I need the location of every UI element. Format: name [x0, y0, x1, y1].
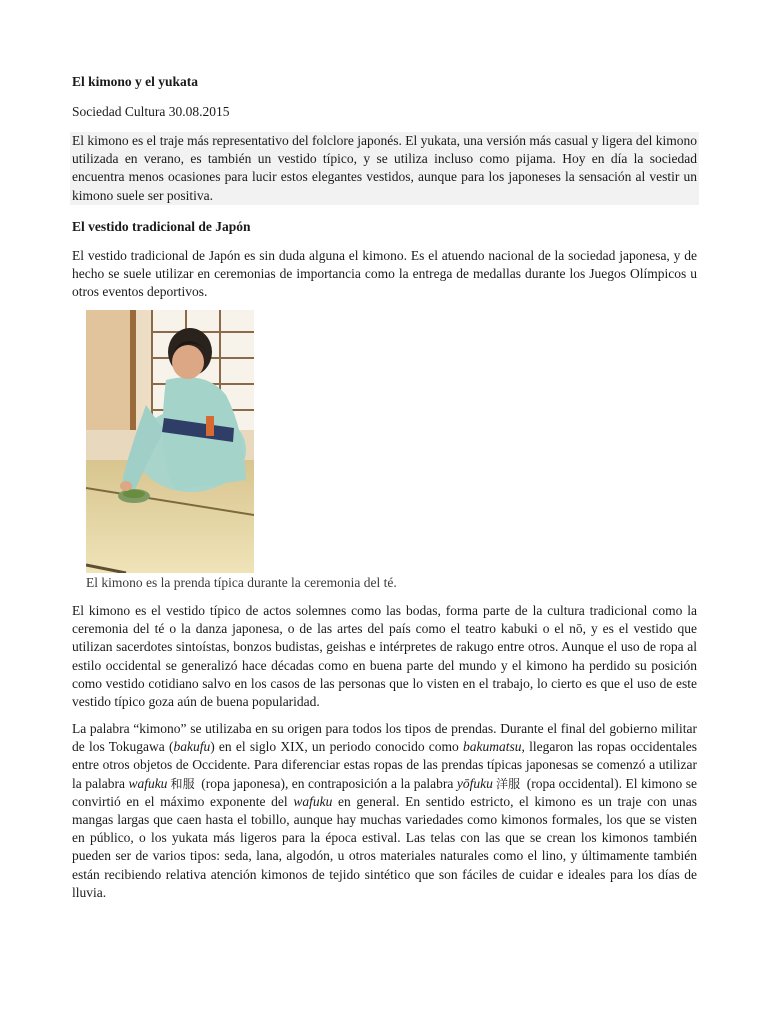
- tea-ceremony-photo: [86, 310, 254, 573]
- term-bakumatsu: bakumatsu: [463, 739, 522, 755]
- kanji-wafuku: 和服: [170, 776, 195, 791]
- paragraph-3-text: en general. En sentido estricto, el kimono es un traje con unas mangas largas que caen hasta el tobillo, aunque hay muchas variedades como kimonos formales, los que se visten en público, o los yukata más ligeros para la época estival. Las telas con las que se crean los kimonos también pueden ser de varios tipos: seda, lana, algodón, u otros materiales naturales como el lino, y últimamente también están recibiendo relativa atención kimonos de tejido sintético que son fáciles de cuidar e ideales para los días de lluvia.: [72, 793, 697, 900]
- term-bakufu: bakufu: [173, 739, 211, 755]
- article-meta: Sociedad Cultura 30.08.2015: [72, 104, 230, 119]
- figure-caption: El kimono es la prenda típica durante la ceremonia del té.: [86, 575, 397, 590]
- paragraph-3-text: (ropa occidental). El kimono se convirtió en el máximo exponente del: [72, 775, 697, 809]
- kanji-yofuku: 洋服: [495, 776, 521, 791]
- article-title: El kimono y el yukata: [72, 74, 199, 89]
- paragraph-3-text: (ropa japonesa), en contraposición a la palabra: [197, 775, 457, 791]
- paragraph-1: El vestido tradicional de Japón es sin duda alguna el kimono. Es el atuendo nacional de la sociedad japonesa, y de hecho se suele utilizar en ceremonias de importancia como la entrega de medallas durante los Juegos Olímpicos u otros eventos deportivos.: [72, 248, 697, 300]
- intro-paragraph: El kimono es el traje más representativo del folclore japonés. El yukata, una versión más casual y ligera del kimono utilizada en verano, es también un vestido típico, y se utiliza incluso como pijama. Hoy en día la sociedad encuentra menos ocasiones para lucir estos elegantes vestidos, aunque para los japoneses la sensación al vestir un kimono suele ser positiva.: [70, 132, 699, 205]
- term-yofuku: yōfuku: [456, 775, 493, 791]
- paragraph-3-text: ) en el siglo XIX, un periodo conocido como: [210, 739, 464, 755]
- term-wafuku: wafuku: [293, 793, 333, 809]
- paragraph-2: El kimono es el vestido típico de actos solemnes como las bodas, forma parte de la cultura tradicional como la ceremonia del té o la danza japonesa, o de las artes del país como el teatro kabuki o el nō, y es el vestido que utilizan sacerdotes sintoístas, bonzos budistas, geishas e intérpretes de rakugo entre otros. Aunque el uso de ropa al estilo occidental se generalizó hace décadas como en buena parte del mundo y el kimono ha perdido su posición como vestido cotidiano salvo en los casos de las personas que lo visten en el trabajo, lo cierto es que el uso de este vestido típico goza aún de buena popularidad.: [72, 603, 697, 710]
- section-heading: El vestido tradicional de Japón: [72, 219, 251, 234]
- paragraph-3-text: , llegaron las ropas occidentales entre otros objetos de Occidente. Para diferenciar estas ropas de las prendas típicas japonesas se comenzó a utilizar la palabra: [72, 739, 697, 791]
- paragraph-3: [72, 720, 697, 902]
- term-wafuku: wafuku: [128, 775, 168, 791]
- kimono-woman-illustration: [86, 310, 254, 573]
- paragraph-3-text: La palabra “kimono” se utilizaba en su origen para todos los tipos de prendas. Durante el final del gobierno militar de los Tokugawa (: [72, 721, 697, 755]
